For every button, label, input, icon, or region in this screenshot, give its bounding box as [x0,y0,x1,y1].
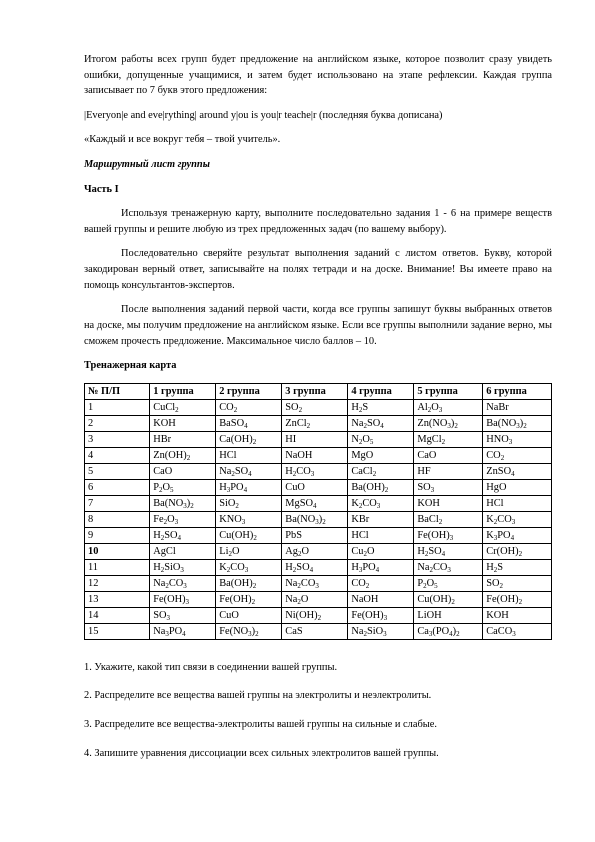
row-number-cell: 12 [85,575,150,591]
table-row [85,479,552,495]
document-page [84,52,552,774]
column-header: 2 группа [216,383,282,399]
row-number-cell: 11 [85,559,150,575]
formula-cell: $Fe(OH)_3$ [348,607,414,623]
formula-cell: CuO [282,479,348,495]
instruction-paragraph-1: Используя тренажерную карту, выполните последовательно задания 1 - 6 на примере веществ вашей группы и решите любую из трех предложенных задач (по вашему выбору). [84,208,552,235]
formula-cell: $SO_2$ [282,399,348,415]
formula-cell: MgSO$_4$ [282,495,348,511]
table-row [85,399,552,415]
formula-cell: $Ba(OH)_2$ [216,575,282,591]
english-sentence-split: |Everyon|e and eve|rything| around y|ou is you|r teache|r (последняя буква дописана) [84,109,443,121]
formula-cell: $Ba(NO_3)_2$ [282,511,348,527]
formula-cell: $Ni(OH)_2$ [282,607,348,623]
table-row [85,559,552,575]
table-row [85,575,552,591]
formula-cell: $CO_2$ [483,447,552,463]
formula-cell: $CO_2$ [216,399,282,415]
row-number-cell: 4 [85,447,150,463]
formula-cell: $Na_2SiO_3$ [348,623,414,639]
row-number-cell: 10 [85,543,150,559]
formula-cell: $Cu_2O$ [348,543,414,559]
formula-cell: PbS [282,527,348,543]
question-item: 1. Укажите, какой тип связи в соединении вашей группы. [84,661,338,673]
formula-cell: $Na_3PO_4$ [150,623,216,639]
row-number-cell: 15 [85,623,150,639]
formula-cell: HCl [483,495,552,511]
formula-cell: $Na_2SO_4$ [216,463,282,479]
formula-cell: MgCl$_2$ [414,431,483,447]
table-row [85,447,552,463]
column-header: № П/П [85,383,150,399]
formula-cell: SiO$_2$ [216,495,282,511]
questions-list [84,660,552,761]
formula-cell: $Ba(NO_3)_2$ [483,415,552,431]
formula-cell: HgO [483,479,552,495]
formula-cell: $Na_2CO_3$ [282,575,348,591]
formula-cell: $K_2CO_3$ [483,511,552,527]
row-number-cell: 8 [85,511,150,527]
formula-cell: $Li_2O$ [216,543,282,559]
question-item: 4. Запишите уравнения диссоциации всех сильных электролитов вашей группы. [84,747,439,759]
table-row [85,431,552,447]
column-header: 1 группа [150,383,216,399]
instruction-paragraph-2: Последовательно сверяйте результат выполнения заданий с листом ответов. Букву, которой закодирован верный ответ, записывайте на полях тетради и на доске. Внимание! Вы имеете право на помощь консультантов-экспертов. [84,248,552,291]
formula-cell: CaS [282,623,348,639]
row-number-cell: 5 [85,463,150,479]
row-number-cell: 14 [85,607,150,623]
formula-cell: $KNO_3$ [216,511,282,527]
formula-cell: $Cu(OH)_2$ [414,591,483,607]
column-header: 6 группа [483,383,552,399]
row-number-cell: 1 [85,399,150,415]
row-number-cell: 2 [85,415,150,431]
part-title: Часть I [84,183,119,195]
formula-cell: $Fe(OH)_2$ [216,591,282,607]
formula-cell: $H_3PO_4$ [216,479,282,495]
table-row [85,543,552,559]
formula-cell: $Fe(OH)_3$ [150,591,216,607]
formula-cell: MgO [348,447,414,463]
formula-cell: HBr [150,431,216,447]
formula-cell: $HNO_3$ [483,431,552,447]
formula-cell: $Zn(OH)_2$ [150,447,216,463]
table-row [85,511,552,527]
formula-cell: CaO [414,447,483,463]
sentence-translation: «Каждый и все вокруг тебя – твой учитель». [84,134,281,146]
formula-cell: $CO_2$ [348,575,414,591]
route-sheet-title: Маршрутный лист группы [84,159,210,171]
row-number-cell: 3 [85,431,150,447]
formula-cell: $H_2SO_4$ [414,543,483,559]
question-item: 3. Распределите все вещества-электролиты вашей группы на сильные и слабые. [84,718,437,730]
formula-cell: $H_2SO_4$ [282,559,348,575]
formula-cell: HCl [216,447,282,463]
formula-cell: $H_3PO_4$ [348,559,414,575]
formula-cell: AgCl [150,543,216,559]
formula-cell: $H_2CO_3$ [282,463,348,479]
formula-cell: $SO_2$ [483,575,552,591]
training-card-table [84,383,552,640]
column-header: 4 группа [348,383,414,399]
row-number-cell: 9 [85,527,150,543]
formula-cell: KOH [150,415,216,431]
formula-cell: HI [282,431,348,447]
column-header: 3 группа [282,383,348,399]
formula-cell: CaCO$_3$ [483,623,552,639]
formula-cell: BaSO$_4$ [216,415,282,431]
formula-cell: KOH [483,607,552,623]
formula-cell: $Cr(OH)_2$ [483,543,552,559]
formula-cell: $H_2S$ [348,399,414,415]
formula-cell: NaOH [348,591,414,607]
formula-cell: $K_3PO_4$ [483,527,552,543]
formula-cell: CaCl$_2$ [348,463,414,479]
formula-cell: $Fe_2O_3$ [150,511,216,527]
formula-cell: $Ag_2O$ [282,543,348,559]
intro-paragraph: Итогом работы всех групп будет предложение на английском языке, которое позволит сразу увидеть ошибки, допущенные учащимися, и затем будет использовано на этапе рефлексии. Каждая группа записывает по 7 букв этого предложения: [84,54,552,97]
formula-cell: $P_2O_5$ [414,575,483,591]
formula-cell: $Na_2CO_3$ [414,559,483,575]
formula-cell: $K_2CO_3$ [216,559,282,575]
table-row [85,415,552,431]
row-number-cell: 7 [85,495,150,511]
formula-cell: $SO_3$ [414,479,483,495]
training-card-title: Тренажерная карта [84,360,177,372]
instruction-paragraph-3: После выполнения заданий первой части, когда все группы запишут буквы выбранных ответов на доске, мы получим предложение на английском языке. Если все группы выполнили задание верно, мы сможем прочесть предложение. Максимальное число баллов – 10. [84,304,552,347]
formula-cell: NaBr [483,399,552,415]
formula-cell: HF [414,463,483,479]
formula-cell: $Fe(NO_3)_2$ [216,623,282,639]
formula-cell: $Cu(OH)_2$ [216,527,282,543]
formula-cell: CuO [216,607,282,623]
formula-cell: $H_2SO_4$ [150,527,216,543]
formula-cell: $N_2O_5$ [348,431,414,447]
formula-cell: $Ca_3(PO_4)_2$ [414,623,483,639]
formula-cell: $Na_2O$ [282,591,348,607]
formula-cell: $Ba(NO_3)_2$ [150,495,216,511]
formula-cell: $K_2CO_3$ [348,495,414,511]
table-row [85,591,552,607]
column-header: 5 группа [414,383,483,399]
formula-cell: KOH [414,495,483,511]
table-row [85,527,552,543]
formula-cell: $Ca(OH)_2$ [216,431,282,447]
formula-cell: CuCl$_2$ [150,399,216,415]
table-row [85,463,552,479]
formula-cell: BaCl$_2$ [414,511,483,527]
formula-cell: ZnSO$_4$ [483,463,552,479]
formula-cell: NaOH [282,447,348,463]
question-item: 2. Распределите все вещества вашей группы на электролиты и неэлектролиты. [84,690,432,702]
formula-cell: $H_2SiO_3$ [150,559,216,575]
table-row [85,607,552,623]
row-number-cell: 13 [85,591,150,607]
formula-cell: $Zn(NO_3)_2$ [414,415,483,431]
table-row [85,623,552,639]
formula-cell: $Na_2SO_4$ [348,415,414,431]
formula-cell: CaO [150,463,216,479]
formula-cell: KBr [348,511,414,527]
formula-cell: $P_2O_5$ [150,479,216,495]
formula-cell: $H_2S$ [483,559,552,575]
formula-cell: HCl [348,527,414,543]
formula-cell: ZnCl$_2$ [282,415,348,431]
formula-cell: LiOH [414,607,483,623]
table-header-row [85,383,552,399]
formula-cell: $Al_2O_3$ [414,399,483,415]
formula-cell: $Fe(OH)_3$ [414,527,483,543]
formula-cell: $Na_2CO_3$ [150,575,216,591]
formula-cell: $Fe(OH)_2$ [483,591,552,607]
formula-cell: $SO_3$ [150,607,216,623]
table-row [85,495,552,511]
formula-cell: $Ba(OH)_2$ [348,479,414,495]
row-number-cell: 6 [85,479,150,495]
